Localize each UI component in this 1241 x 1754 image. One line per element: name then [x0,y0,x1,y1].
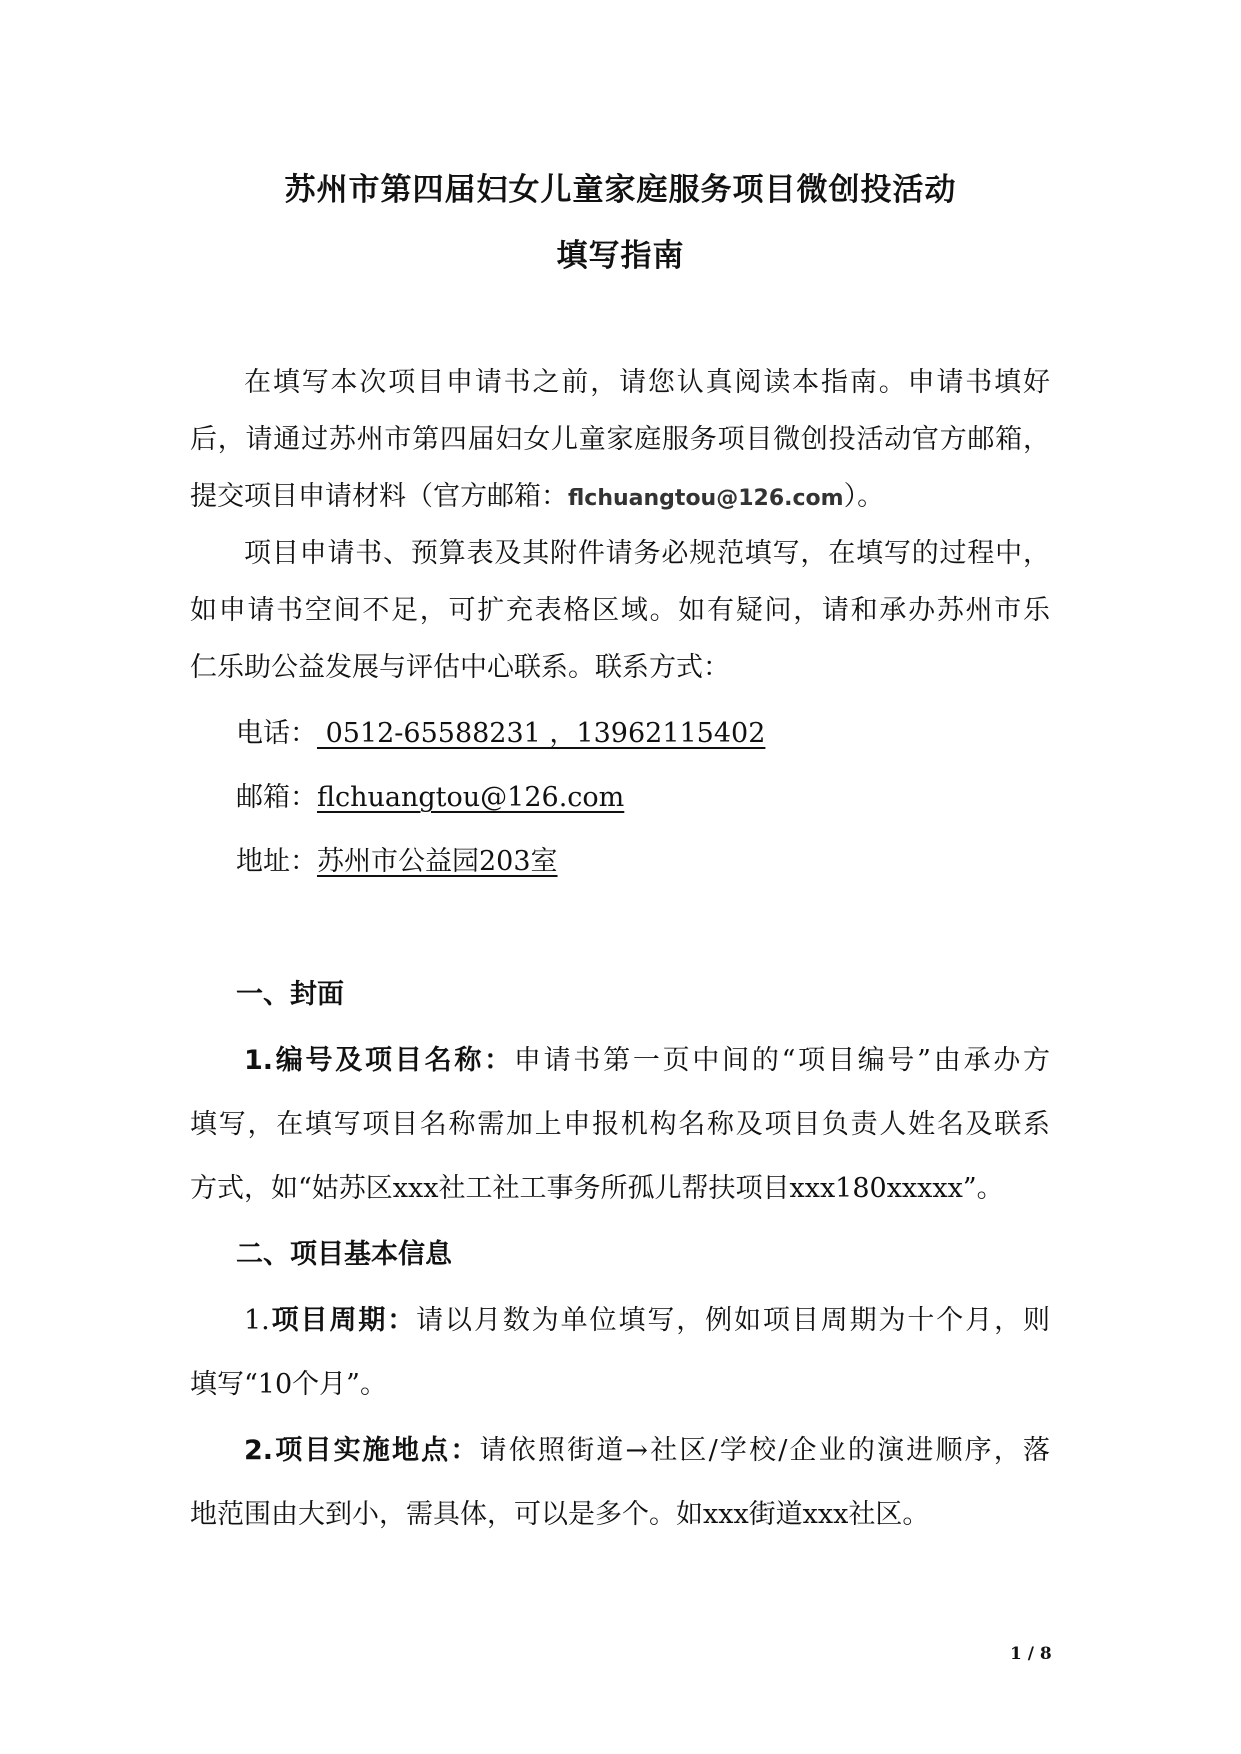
contact-address [236,844,558,880]
section2-item1-num: 1. [244,1305,270,1336]
section1-heading: 一、封面 [236,979,344,1010]
contact-phone [236,716,765,752]
section1-item1-text: 申请书第一页中间的“项目编号”由承办方 [513,1045,1050,1076]
intro-p1-line3-prefix: 提交项目申请材料（官方邮箱： [190,481,568,512]
email-value: flchuangtou@126.com [317,782,625,813]
section2-item2-text: 请依照街道→社区/学校/企业的演进顺序，落 [479,1435,1050,1466]
phone-value: 0512-65588231 ，13962115402 [317,718,766,749]
section2-item2-line1 [244,1433,1050,1469]
intro-p1-line1: 在填写本次项目申请书之前，请您认真阅读本指南。申请书填好 [244,367,1050,398]
section1-item1-line2: 填写，在填写项目名称需加上申报机构名称及项目负责人姓名及联系 [190,1109,1050,1140]
section2-item1-text: 请以月数为单位填写，例如项目周期为十个月，则 [416,1305,1051,1336]
section2-item2-line2: 地范围由大到小，需具体，可以是多个。如xxx街道xxx社区。 [190,1499,930,1530]
intro-p2-line2: 如申请书空间不足，可扩充表格区域。如有疑问，请和承办苏州市乐 [190,595,1050,626]
section2-item1-line2: 填写“10个月”。 [190,1369,387,1400]
section2-heading: 二、项目基本信息 [236,1239,452,1270]
official-email-text: flchuangtou@126.com [568,486,844,511]
section2-item1-line1 [244,1303,1050,1339]
intro-p2-line3: 仁乐助公益发展与评估中心联系。联系方式： [190,652,730,683]
contact-email [236,780,624,816]
section1-item1-line1 [244,1043,1050,1079]
intro-p1-line2: 后，请通过苏州市第四届妇女儿童家庭服务项目微创投活动官方邮箱， [190,424,1050,455]
section2-item1-label: 项目周期： [269,1305,417,1336]
section1-item1-line3: 方式，如“姑苏区xxx社工社工事务所孤儿帮扶项目xxx180xxxxx”。 [190,1173,1004,1204]
section1-item1-label: 1.编号及项目名称： [244,1045,514,1076]
intro-p1-line3-suffix: ）。 [843,481,885,512]
intro-p2-line1: 项目申请书、预算表及其附件请务必规范填写，在填写的过程中， [244,538,1050,569]
page-number: 1 / 8 [1010,1644,1052,1664]
document-title: 苏州市第四届妇女儿童家庭服务项目微创投活动 [284,172,957,208]
email-label: 邮箱： [236,782,317,813]
address-value: 苏州市公益园203室 [317,846,558,877]
phone-label: 电话： [236,718,317,749]
section2-item2-label: 2.项目实施地点： [244,1435,480,1466]
document-subtitle: 填写指南 [556,238,685,274]
intro-p1-line3 [190,479,884,517]
address-label: 地址： [236,846,317,877]
